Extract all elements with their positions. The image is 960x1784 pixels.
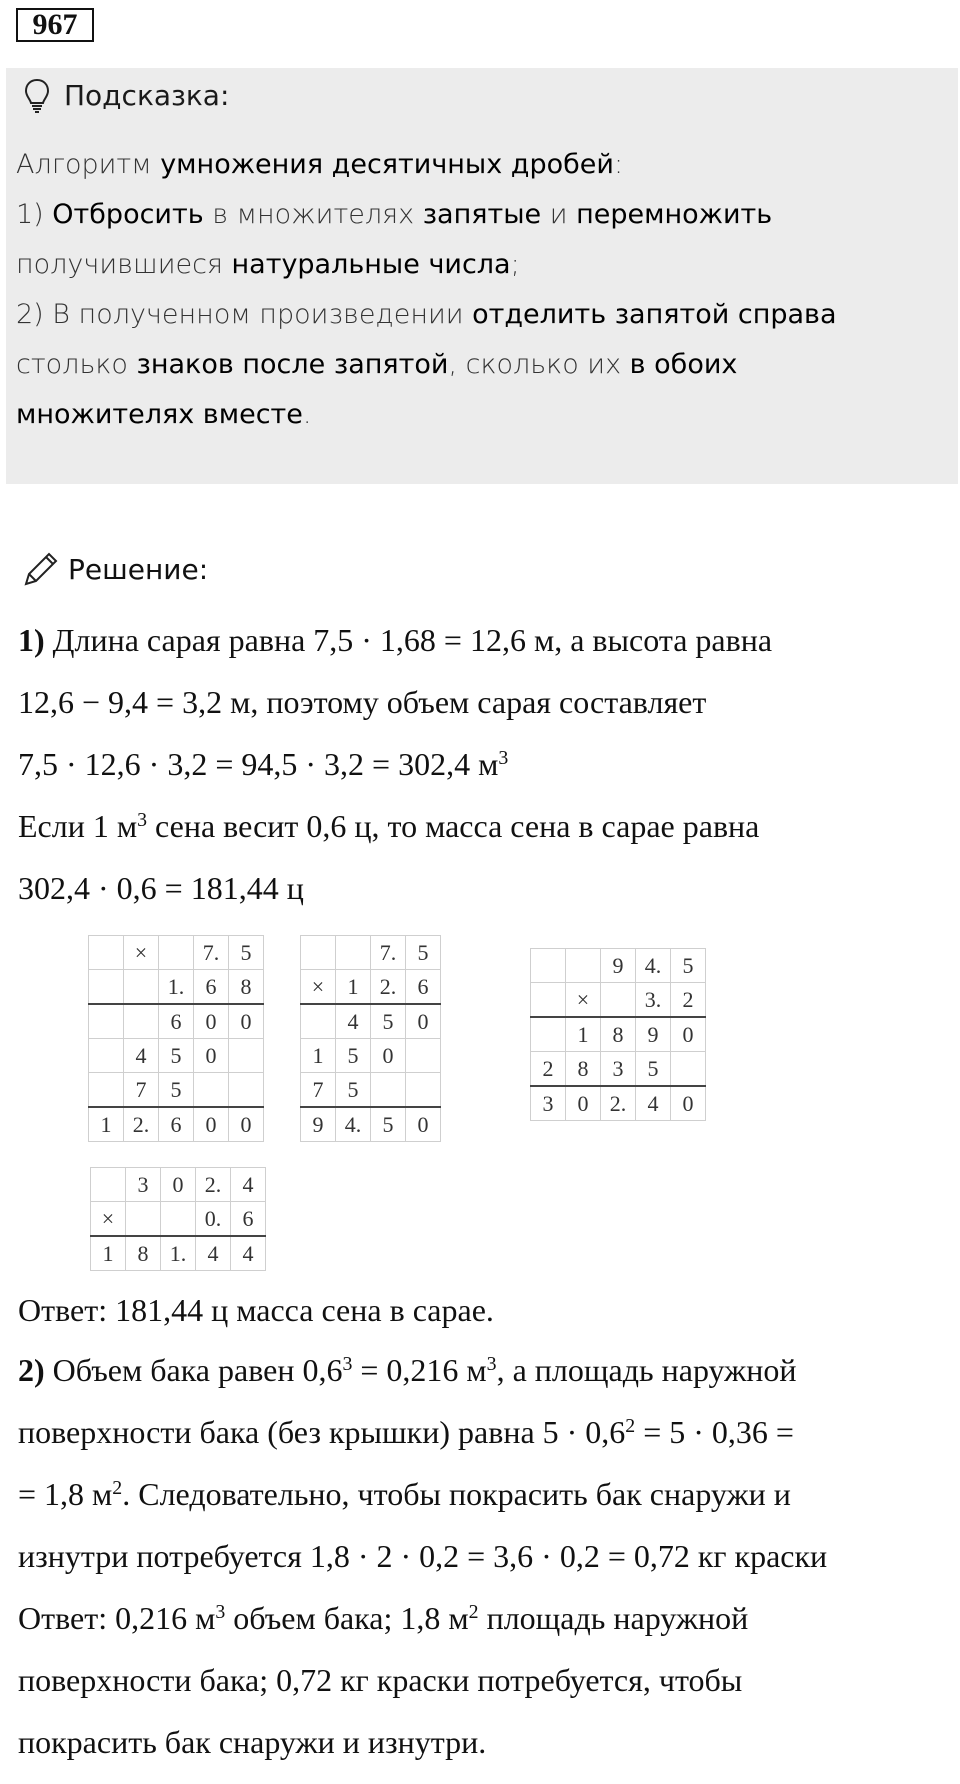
grid-cell bbox=[531, 983, 566, 1018]
grid-cell: 1 bbox=[91, 1236, 126, 1271]
grid-cell bbox=[406, 1039, 441, 1073]
grid-cell: 1 bbox=[89, 1107, 124, 1142]
grid-cell: 0 bbox=[229, 1004, 264, 1039]
grid-cell: 8 bbox=[229, 970, 264, 1005]
hint-emphasis: знаков после запятой bbox=[136, 349, 449, 380]
grid-cell: 8 bbox=[126, 1236, 161, 1271]
grid-cell: 0 bbox=[229, 1107, 264, 1142]
grid-row bbox=[301, 1073, 441, 1108]
grid-cell: 3 bbox=[531, 1086, 566, 1121]
hint-text-segment: . bbox=[302, 399, 312, 430]
hint-line bbox=[16, 240, 946, 290]
grid-cell: × bbox=[566, 983, 601, 1018]
grid-cell: 2. bbox=[601, 1086, 636, 1121]
grid-cell: 0 bbox=[406, 1004, 441, 1039]
solution-line bbox=[18, 682, 706, 722]
superscript: 3 bbox=[486, 1353, 497, 1376]
hint-line bbox=[16, 140, 946, 190]
hint-emphasis: натуральные числа bbox=[231, 249, 511, 280]
grid-cell: 2 bbox=[531, 1052, 566, 1087]
grid-cell bbox=[89, 1004, 124, 1039]
grid-cell: 0. bbox=[196, 1202, 231, 1237]
solution-line bbox=[18, 1536, 827, 1576]
grid-cell: 0 bbox=[194, 1039, 229, 1073]
grid-row bbox=[89, 936, 264, 970]
grid-cell bbox=[531, 949, 566, 983]
grid-cell: 6 bbox=[159, 1004, 194, 1039]
hint-text-segment: в множителях bbox=[203, 199, 423, 230]
grid-cell: 5 bbox=[336, 1039, 371, 1073]
line-text: , а площадь наружной bbox=[496, 1352, 797, 1388]
grid-cell: 5 bbox=[336, 1073, 371, 1108]
grid-cell: 0 bbox=[161, 1168, 196, 1202]
grid-cell bbox=[91, 1168, 126, 1202]
answer1: Ответ: 181,44 ц масса сена в сарае. bbox=[18, 1292, 494, 1328]
grid-cell: 4 bbox=[231, 1168, 266, 1202]
grid-cell: 5 bbox=[371, 1107, 406, 1142]
grid-row bbox=[91, 1168, 266, 1202]
grid-cell bbox=[126, 1202, 161, 1237]
grid-row bbox=[89, 1039, 264, 1073]
grid-cell: 1. bbox=[161, 1236, 196, 1271]
solution-line bbox=[18, 1350, 796, 1390]
grid-cell: 0 bbox=[566, 1086, 601, 1121]
grid-cell: 3 bbox=[126, 1168, 161, 1202]
line-text: 7,5 · 12,6 · 3,2 = 94,5 · 3,2 = 302,4 м bbox=[18, 746, 499, 782]
grid-row bbox=[301, 1039, 441, 1073]
line-text: Если 1 м bbox=[18, 808, 138, 844]
grid-cell: × bbox=[124, 936, 159, 970]
solution-line bbox=[18, 620, 772, 660]
grid-cell bbox=[159, 936, 194, 970]
hint-title: Подсказка: bbox=[64, 79, 230, 112]
grid-cell bbox=[124, 970, 159, 1005]
grid-cell bbox=[371, 1073, 406, 1108]
grid-cell: 1 bbox=[336, 970, 371, 1005]
part-number: 1) bbox=[18, 622, 45, 658]
grid-cell: 7 bbox=[301, 1073, 336, 1108]
grid-row bbox=[89, 1107, 264, 1142]
grid-cell: 4. bbox=[636, 949, 671, 983]
grid-cell bbox=[566, 949, 601, 983]
grid-row bbox=[91, 1202, 266, 1237]
hint-text-segment: столько bbox=[16, 349, 137, 380]
hint-emphasis: Отбросить bbox=[52, 199, 204, 230]
grid-row bbox=[301, 1107, 441, 1142]
hint-emphasis: отделить запятой справа bbox=[472, 299, 837, 330]
grid-cell: 9 bbox=[301, 1107, 336, 1142]
grid-cell bbox=[531, 1017, 566, 1052]
line-text: . Следовательно, чтобы покрасить бак снаружи и bbox=[122, 1476, 791, 1512]
line-text: объем бака; 1,8 м bbox=[225, 1600, 469, 1636]
solution-line bbox=[18, 1598, 748, 1638]
grid-row bbox=[531, 1017, 706, 1052]
grid-cell: 4 bbox=[196, 1236, 231, 1271]
hint-text-segment: , сколько их bbox=[448, 349, 630, 380]
grid-cell bbox=[229, 1039, 264, 1073]
line-text: = 5 · 0,36 = bbox=[635, 1414, 794, 1450]
grid-cell: 0 bbox=[671, 1086, 706, 1121]
grid-cell: 1 bbox=[566, 1017, 601, 1052]
grid-cell bbox=[89, 1039, 124, 1073]
line-text: = 0,216 м bbox=[352, 1352, 487, 1388]
grid-row bbox=[89, 970, 264, 1005]
grid-cell: 5 bbox=[671, 949, 706, 983]
grid-row bbox=[301, 936, 441, 970]
grid-cell: 0 bbox=[194, 1004, 229, 1039]
hint-text-segment: получившиеся bbox=[16, 249, 232, 280]
grid-cell: 5 bbox=[371, 1004, 406, 1039]
grid-cell: 6 bbox=[406, 970, 441, 1005]
superscript: 2 bbox=[468, 1601, 479, 1624]
solution-line bbox=[18, 806, 759, 846]
grid-cell: 5 bbox=[636, 1052, 671, 1087]
grid-cell: 5 bbox=[159, 1039, 194, 1073]
grid-row bbox=[91, 1236, 266, 1271]
line-text: 302,4 · 0,6 = 181,44 ц bbox=[18, 870, 304, 906]
solution-line bbox=[18, 1722, 486, 1762]
grid-cell bbox=[229, 1073, 264, 1108]
grid-cell bbox=[194, 1073, 229, 1108]
grid-cell bbox=[671, 1052, 706, 1087]
line-text: поверхности бака; 0,72 кг краски потребуется, чтобы bbox=[18, 1662, 743, 1698]
problem-number: 967 bbox=[16, 8, 94, 42]
hint-line bbox=[16, 290, 946, 340]
grid-cell: 4 bbox=[636, 1086, 671, 1121]
hint-emphasis: множителях вместе bbox=[16, 399, 303, 430]
grid-cell: 9 bbox=[601, 949, 636, 983]
superscript: 2 bbox=[112, 1477, 123, 1500]
superscript: 3 bbox=[498, 747, 509, 770]
grid-cell: 3 bbox=[601, 1052, 636, 1087]
grid-cell: × bbox=[301, 970, 336, 1005]
hint-text-segment: : bbox=[613, 149, 624, 180]
grid-cell bbox=[336, 936, 371, 970]
grid-cell: 7 bbox=[124, 1073, 159, 1108]
grid-cell: 1. bbox=[159, 970, 194, 1005]
grid-cell bbox=[301, 936, 336, 970]
grid-cell: 4. bbox=[336, 1107, 371, 1142]
solution-title: Решение: bbox=[68, 553, 209, 586]
grid-cell: 0 bbox=[671, 1017, 706, 1052]
grid-cell: 7. bbox=[194, 936, 229, 970]
grid-cell bbox=[161, 1202, 196, 1237]
grid-cell bbox=[301, 1004, 336, 1039]
hint-line bbox=[16, 390, 946, 440]
superscript: 2 bbox=[625, 1415, 636, 1438]
line-text: поверхности бака (без крышки) равна 5 · 0,6 bbox=[18, 1414, 626, 1450]
grid-cell: 2. bbox=[196, 1168, 231, 1202]
hint-line bbox=[16, 340, 946, 390]
grid-cell: 6 bbox=[194, 970, 229, 1005]
part-number: 2) bbox=[18, 1352, 45, 1388]
grid-row bbox=[531, 1052, 706, 1087]
hint-text-segment: 2) В полученном произведении bbox=[16, 299, 473, 330]
grid-cell: 2. bbox=[124, 1107, 159, 1142]
grid-cell: 1 bbox=[301, 1039, 336, 1073]
grid-cell: 3. bbox=[636, 983, 671, 1018]
grid-cell: 5 bbox=[229, 936, 264, 970]
mult-7.5x12.6 bbox=[300, 935, 441, 1142]
line-text: изнутри потребуется 1,8 · 2 · 0,2 = 3,6 · 0,2 = 0,72 кг краски bbox=[18, 1538, 828, 1574]
mult-302.4x0.6 bbox=[90, 1167, 266, 1271]
hint-line bbox=[16, 190, 946, 240]
grid-cell: 5 bbox=[159, 1073, 194, 1108]
grid-cell bbox=[124, 1004, 159, 1039]
grid-row bbox=[531, 983, 706, 1018]
grid-cell: 6 bbox=[231, 1202, 266, 1237]
line-text: Объем бака равен 0,6 bbox=[44, 1352, 343, 1388]
grid-cell: 5 bbox=[406, 936, 441, 970]
hint-text-segment: Алгоритм bbox=[16, 149, 161, 180]
grid-cell: 2 bbox=[671, 983, 706, 1018]
grid-cell: 2. bbox=[371, 970, 406, 1005]
mult-7.5x1.68 bbox=[88, 935, 264, 1142]
grid-row bbox=[301, 970, 441, 1005]
grid-cell: 8 bbox=[566, 1052, 601, 1087]
grid-cell: 7. bbox=[371, 936, 406, 970]
grid-cell: 4 bbox=[231, 1236, 266, 1271]
grid-cell bbox=[89, 1073, 124, 1108]
solution-line bbox=[18, 1474, 791, 1514]
grid-cell: 4 bbox=[336, 1004, 371, 1039]
line-text: площадь наружной bbox=[478, 1600, 749, 1636]
mult-94.5x3.2 bbox=[530, 948, 706, 1121]
superscript: 3 bbox=[137, 809, 148, 832]
line-text: сена весит 0,6 ц, то масса сена в сарае равна bbox=[147, 808, 760, 844]
grid-cell bbox=[406, 1073, 441, 1108]
grid-row bbox=[531, 1086, 706, 1121]
line-text: Ответ: 0,216 м bbox=[18, 1600, 216, 1636]
grid-row bbox=[89, 1004, 264, 1039]
grid-cell: 6 bbox=[159, 1107, 194, 1142]
hint-text-segment: 1) bbox=[16, 199, 53, 230]
line-text: = 1,8 м bbox=[18, 1476, 113, 1512]
grid-cell: × bbox=[91, 1202, 126, 1237]
grid-cell: 4 bbox=[124, 1039, 159, 1073]
grid-cell: 0 bbox=[194, 1107, 229, 1142]
grid-cell bbox=[89, 936, 124, 970]
superscript: 3 bbox=[215, 1601, 226, 1624]
solution-line bbox=[18, 744, 508, 784]
solution-line bbox=[18, 868, 304, 908]
hint-text-segment: и bbox=[541, 199, 577, 230]
hint-text-segment: ; bbox=[510, 249, 520, 280]
hint-emphasis: в обоих bbox=[629, 349, 738, 380]
pencil-icon bbox=[20, 550, 60, 590]
line-text: покрасить бак снаружи и изнутри. bbox=[18, 1724, 487, 1760]
superscript: 3 bbox=[342, 1353, 353, 1376]
grid-row bbox=[89, 1073, 264, 1108]
solution-line bbox=[18, 1412, 794, 1452]
solution-header bbox=[20, 550, 208, 590]
grid-cell bbox=[601, 983, 636, 1018]
solution-line bbox=[18, 1660, 742, 1700]
grid-cell: 9 bbox=[636, 1017, 671, 1052]
lightbulb-icon bbox=[24, 78, 50, 114]
grid-cell bbox=[89, 970, 124, 1005]
hint-emphasis: запятые bbox=[422, 199, 542, 230]
grid-row bbox=[531, 949, 706, 983]
hint-text bbox=[16, 140, 946, 440]
hint-emphasis: умножения десятичных дробей bbox=[160, 149, 614, 180]
line-text: 12,6 − 9,4 = 3,2 м, поэтому объем сарая составляет bbox=[18, 684, 707, 720]
line-text: Длина сарая равна 7,5 · 1,68 = 12,6 м, а высота равна bbox=[44, 622, 773, 658]
hint-header bbox=[24, 78, 229, 114]
grid-cell: 0 bbox=[406, 1107, 441, 1142]
grid-cell: 0 bbox=[371, 1039, 406, 1073]
hint-panel bbox=[6, 68, 958, 484]
hint-emphasis: перемножить bbox=[576, 199, 773, 230]
grid-row bbox=[301, 1004, 441, 1039]
grid-cell: 8 bbox=[601, 1017, 636, 1052]
